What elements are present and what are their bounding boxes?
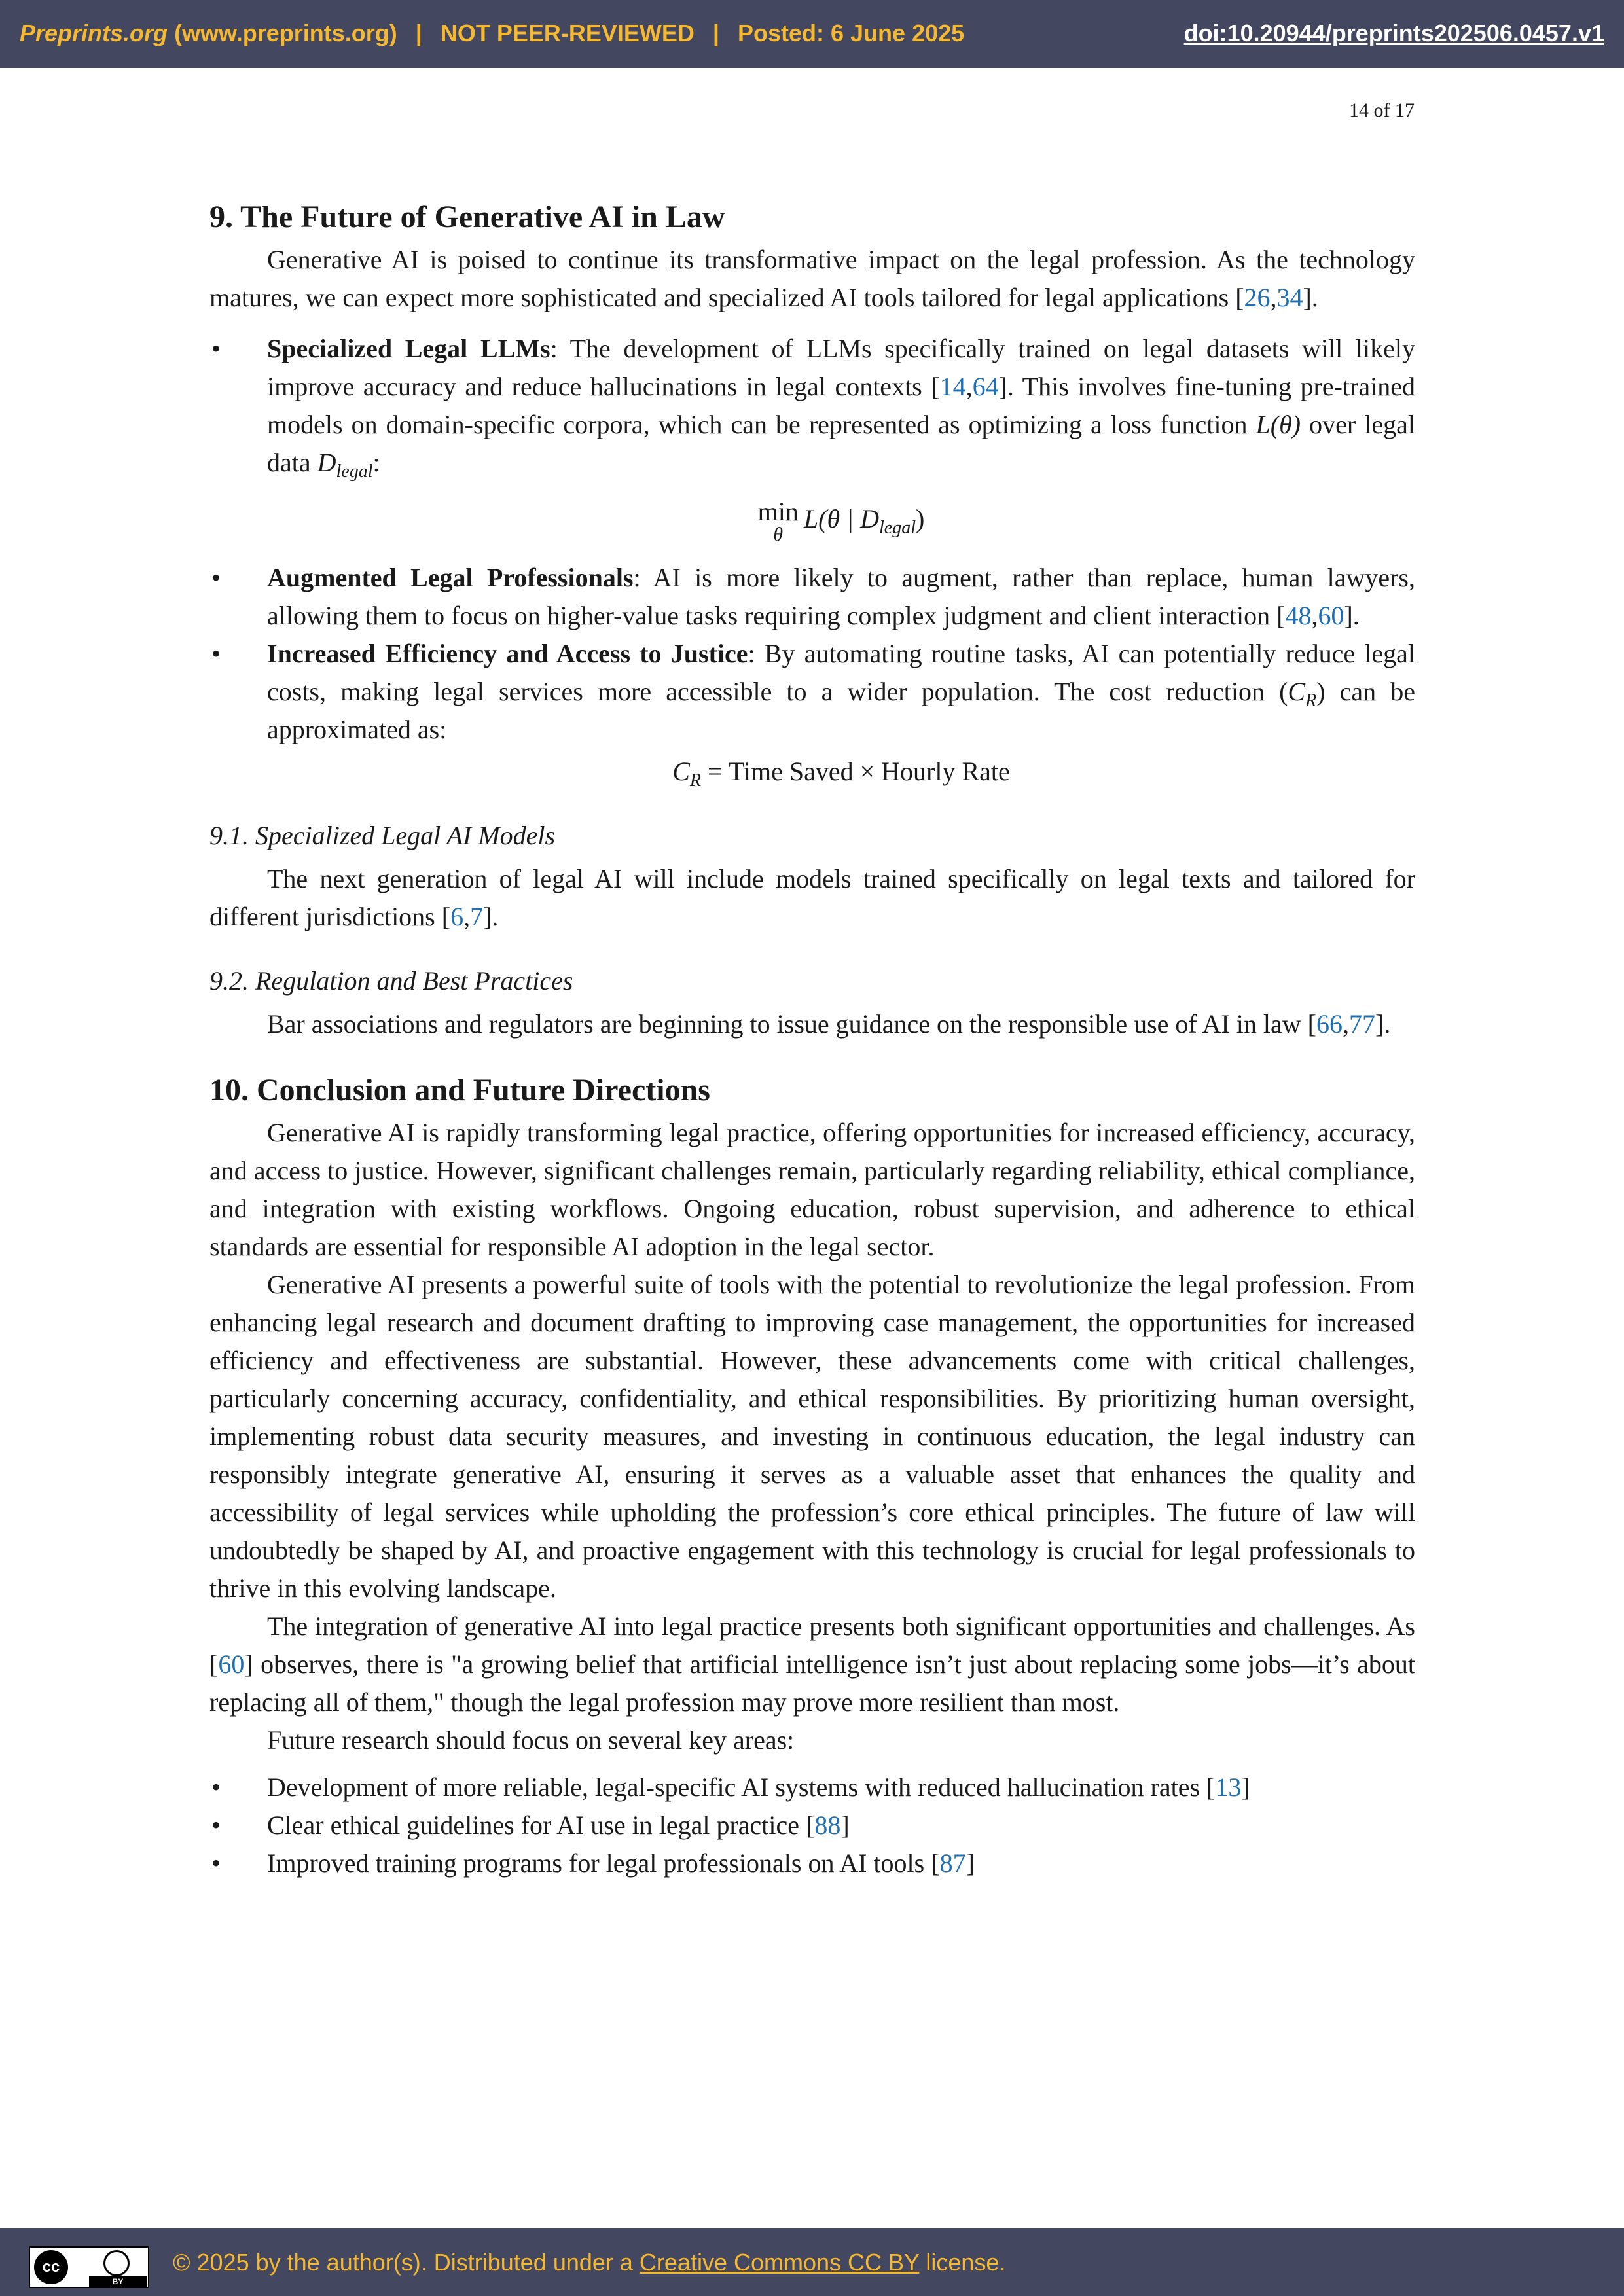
bullet-title: Specialized Legal LLMs [267,334,550,363]
bullet-marker: • [211,563,221,592]
citation-link[interactable]: 7 [470,902,484,931]
attribution-icon [103,2250,130,2276]
subsection-9-2-heading: 9.2. Regulation and Best Practices [209,966,573,996]
license-link[interactable]: Creative Commons CC BY [639,2249,920,2276]
bullet-marker: • [211,1810,221,1840]
page-number: 14 of 17 [1349,99,1415,121]
equation-cost-reduction: $C_R$ = Time Saved × Hourly Rate [672,757,1010,791]
citation-link[interactable]: 87 [939,1848,966,1878]
section-9-heading: 9. The Future of Generative AI in Law [209,200,725,234]
section-9-bullet-list [209,330,1415,791]
list-item: • Improved training programs for legal professionals on AI tools [87] [209,1844,1415,1882]
by-label: BY [89,2276,147,2287]
list-item: • Clear ethical guidelines for AI use in legal practice [88] [209,1806,1415,1844]
bullet-title: Increased Efficiency and Access to Justice [267,639,748,668]
brand-name[interactable]: Preprints.org [20,20,168,46]
math-inline: $C_R$ [1288,677,1317,711]
math-inline: $D_{legal}$ [317,448,373,482]
citation-link[interactable]: 77 [1348,1009,1375,1039]
citation-link[interactable]: 64 [972,372,999,401]
list-item: • Specialized Legal LLMs: The development of LLMs specifically trained on legal datasets will likely improve accuracy and reduce hallucinations in legal contexts [14,64]. This involves fine-tuning pre-trained models on domain-specific corpora, which can be represented as optimizing a loss function L(θ) over legal data $D_{legal}$: min θ L(θ | $D_{legal}$) [209,330,1415,545]
citation-link[interactable]: 88 [814,1810,841,1840]
section-10-paragraph: The integration of generative AI into legal practice presents both significant opportunities and challenges. As [60] observes, there is "a growing belief that artificial intelligence isn’t just about replacing some jobs—it’s about replacing all of them," though the legal profession may prove more resilient than most. [209,1611,1415,1717]
math-inline: L(θ) [1255,410,1301,439]
bullet-marker: • [211,1848,221,1878]
review-status: NOT PEER-REVIEWED [440,20,695,46]
separator: | [712,20,719,46]
section-10-paragraph: Generative AI presents a powerful suite of tools with the potential to revolutionize the legal profession. From enhancing legal research and document drafting to improving case management, the opportunities for increased efficiency and effectiveness are substantial. However, these advancements come with critical challenges, particularly concerning accuracy, confidentiality, and ethical responsibilities. By prioritizing human oversight, implementing robust data security measures, and investing in continuous education, the legal industry can responsibly integrate generative AI, ensuring it serves as a valuable asset that enhances the quality and accessibility of legal services while upholding the profession’s core ethical principles. The future of law will undoubtedly be shaped by AI, and proactive engagement with this technology is crucial for legal professionals to thrive in this evolving landscape. [209,1270,1415,1603]
bullet-title: Augmented Legal Professionals [267,563,634,592]
section-10-heading: 10. Conclusion and Future Directions [209,1073,710,1107]
cc-by-license-logo[interactable] [29,2246,149,2288]
bullet-marker: • [211,1772,221,1802]
citation-link[interactable]: 48 [1285,601,1312,630]
cc-icon: cc [34,2250,68,2284]
header-bar [0,0,1624,68]
future-research-list [209,1768,1415,1882]
header-left [20,20,964,47]
list-item: • Development of more reliable, legal-specific AI systems with reduced hallucination rates [13] [209,1768,1415,1806]
bullet-marker: • [211,334,221,363]
citation-link[interactable]: 34 [1276,283,1303,312]
list-item: • Augmented Legal Professionals: AI is more likely to augment, rather than replace, human lawyers, allowing them to focus on higher-value tasks requiring complex judgment and client interaction [48,60]. [209,559,1415,635]
subsection-9-1-text: The next generation of legal AI will include models trained specifically on legal texts and tailored for different jurisdictions [6,7]. [209,864,1415,931]
citation-link[interactable]: 60 [218,1649,245,1679]
section-9-intro: Generative AI is poised to continue its transformative impact on the legal profession. As the technology matures, we can expect more sophisticated and specialized AI tools tailored for legal applications [26,34]. [209,245,1415,312]
section-10-paragraph: Generative AI is rapidly transforming legal practice, offering opportunities for increased efficiency, accuracy, and access to justice. However, significant challenges remain, particularly regarding reliability, ethical compliance, and integration with existing workflows. Ongoing education, robust supervision, and adherence to ethical standards are essential for responsible AI adoption in the legal sector. [209,1118,1415,1261]
doi-link[interactable]: doi:10.20944/preprints202506.0457.v1 [1183,20,1604,46]
section-10-paragraph: Future research should focus on several key areas: [267,1725,795,1755]
posted-date: Posted: 6 June 2025 [738,20,965,46]
citation-link[interactable]: 6 [450,902,464,931]
citation-link[interactable]: 13 [1215,1772,1242,1802]
citation-link[interactable]: 26 [1244,283,1271,312]
min-operator: min θ [757,497,799,545]
citation-link[interactable]: 14 [939,372,966,401]
citation-link[interactable]: 60 [1318,601,1344,630]
list-item: • Increased Efficiency and Access to Justice: By automating routine tasks, AI can potentially reduce legal costs, making legal services more accessible to a wider population. The cost reduction $(C_R)$ can be approximated as: $C_R$ = Time Saved × Hourly Rate [209,635,1415,791]
equation-min-loss: min θ L(θ | $D_{legal}$) [757,497,925,545]
separator: | [415,20,422,46]
subsection-9-1-heading: 9.1. Specialized Legal AI Models [209,821,556,850]
footer-bar [0,2228,1624,2296]
license-notice: © 2025 by the author(s). Distributed under a Creative Commons CC BY license. [173,2249,1006,2276]
subsection-9-2-text: Bar associations and regulators are beginning to issue guidance on the responsible use of AI in law [66,77]. [267,1009,1391,1039]
site-url[interactable]: (www.preprints.org) [174,20,397,46]
main-content [209,196,1415,1882]
citation-link[interactable]: 66 [1316,1009,1343,1039]
bullet-marker: • [211,639,221,668]
